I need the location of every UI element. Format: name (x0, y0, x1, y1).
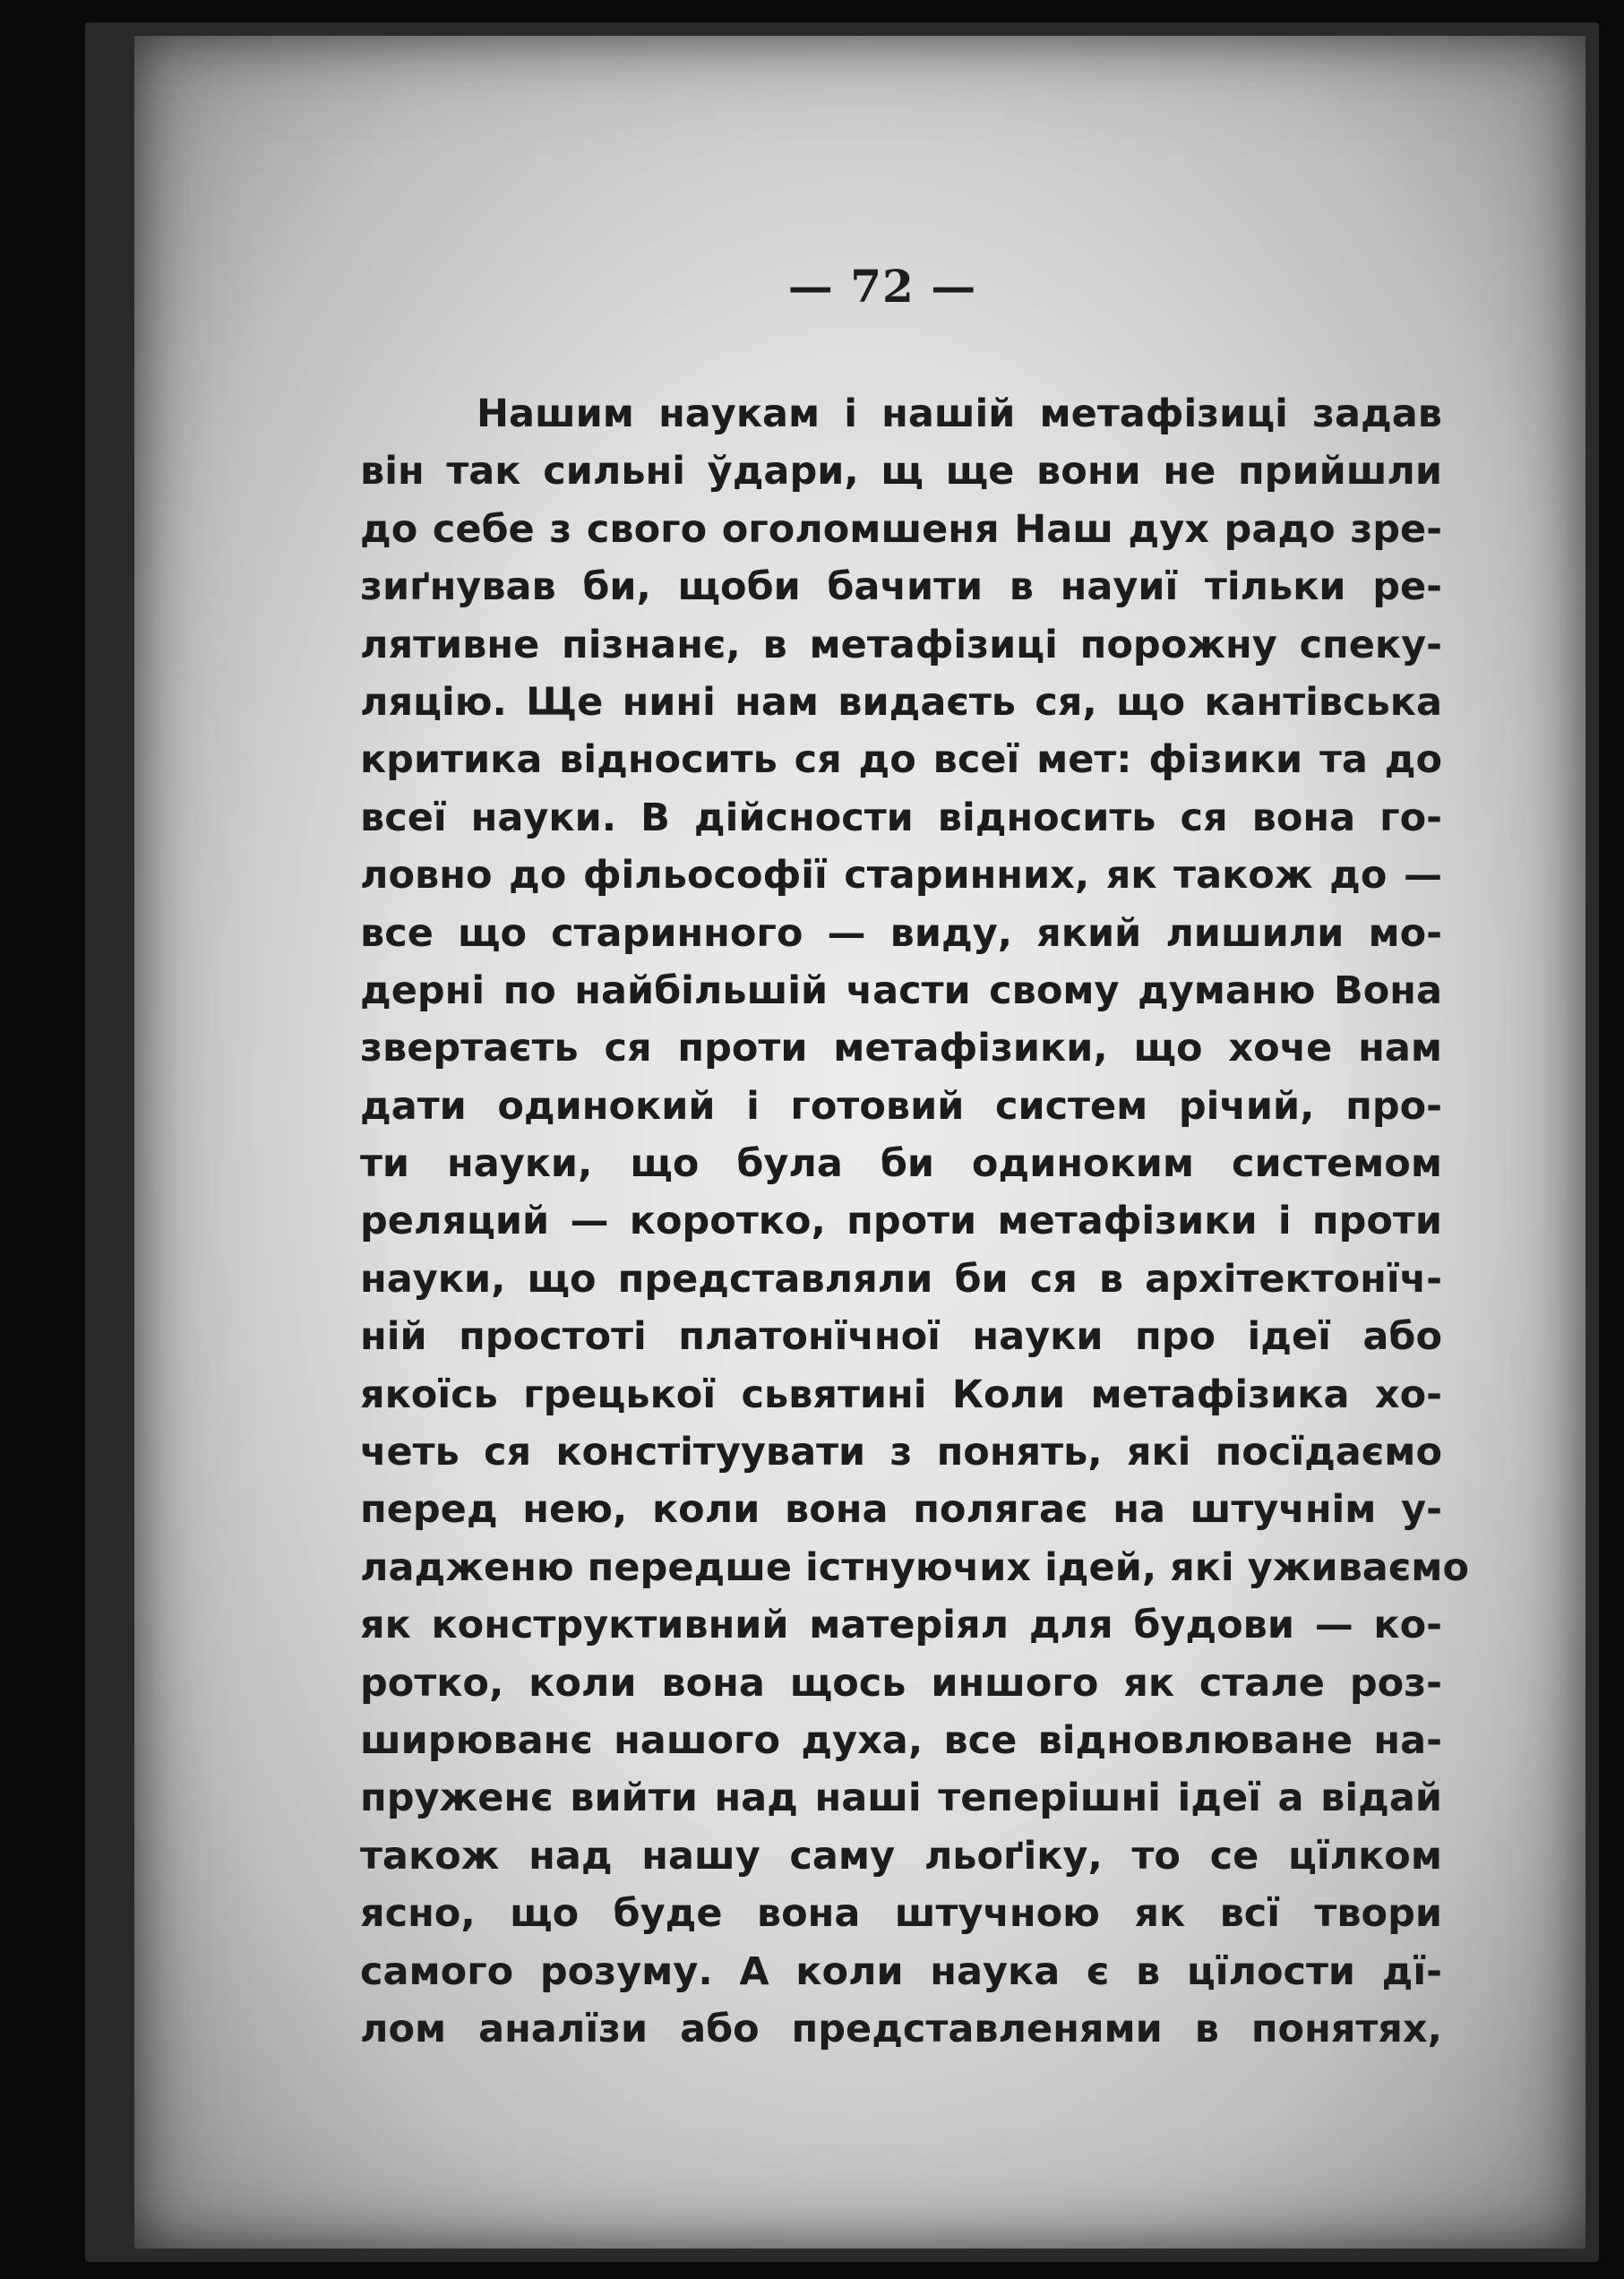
text-line: він так сильні ўдари, щ ще вони не прийшли (360, 449, 1442, 494)
text-line: до себе з свого оголомшеня Наш дух радо зре- (360, 506, 1442, 552)
text-line: критика відносить ся до всеї мет: фізики та до (360, 737, 1442, 783)
text-line: перед нею, коли вона полягає на штучнім у- (360, 1487, 1442, 1533)
text-line: лятивне пізнанє, в метафізиці порожну спеку- (360, 622, 1442, 667)
text-line: науки, що представляли би ся в архітектонїч- (360, 1256, 1442, 1302)
text-line: ловно до фільософії старинних, як також до — (360, 853, 1442, 899)
text-line: Нашим наукам і нашій метафізиці задав (477, 391, 1442, 436)
text-line: всеї науки. В дійсности відносить ся вона го- (360, 795, 1442, 840)
text-line: ній простоті платонїчної науки про ідеї або (360, 1314, 1442, 1360)
text-line: зиґнував би, щоби бачити в науиї тільки ре- (360, 564, 1442, 610)
text-line: ти науки, що була би одиноким системом (360, 1141, 1442, 1187)
text-line: самого розуму. А коли наука є в цїлости дї- (360, 1948, 1442, 1994)
text-line: четь ся констітуувати з понять, які посїдаємо (360, 1430, 1442, 1475)
text-line: дати одинокий і готовий систем річий, про- (360, 1083, 1442, 1129)
page-number: — 72 — (787, 260, 977, 313)
text-line: пруженє вийти над наші теперішні ідеї а відай (360, 1776, 1442, 1821)
text-line: ширюванє нашого духа, все відновлюване на- (360, 1717, 1442, 1763)
text-line: ротко, коли вона щось иншого як стале роз- (360, 1660, 1442, 1706)
text-line: реляций — коротко, проти метафізики і проти (360, 1199, 1442, 1244)
text-line: також над нашу саму льоґіку, то се цїлком (360, 1833, 1442, 1879)
text-line: звертаєть ся проти метафізики, що хоче нам (360, 1026, 1442, 1071)
body-text (360, 385, 1469, 2058)
text-line: ясно, що буде вона штучною як всї твори (360, 1891, 1442, 1937)
text-line: ладженю передше істнуючих ідей, які уживаємо (360, 1544, 1469, 1590)
text-line: лом аналїзи або представленями в понятях, (360, 2006, 1442, 2051)
text-line: дерні по найбільшій части свому думаню Вона (360, 968, 1442, 1013)
text-line: все що старинного — виду, який лишили мо- (360, 910, 1442, 956)
text-line: якоїсь грецької сьвятині Коли метафізика хо- (360, 1372, 1442, 1417)
text-line: ляцію. Ще нині нам видаєть ся, що кантівська (360, 679, 1442, 725)
text-line: як конструктивний матеріял для будови — ко- (360, 1603, 1442, 1648)
